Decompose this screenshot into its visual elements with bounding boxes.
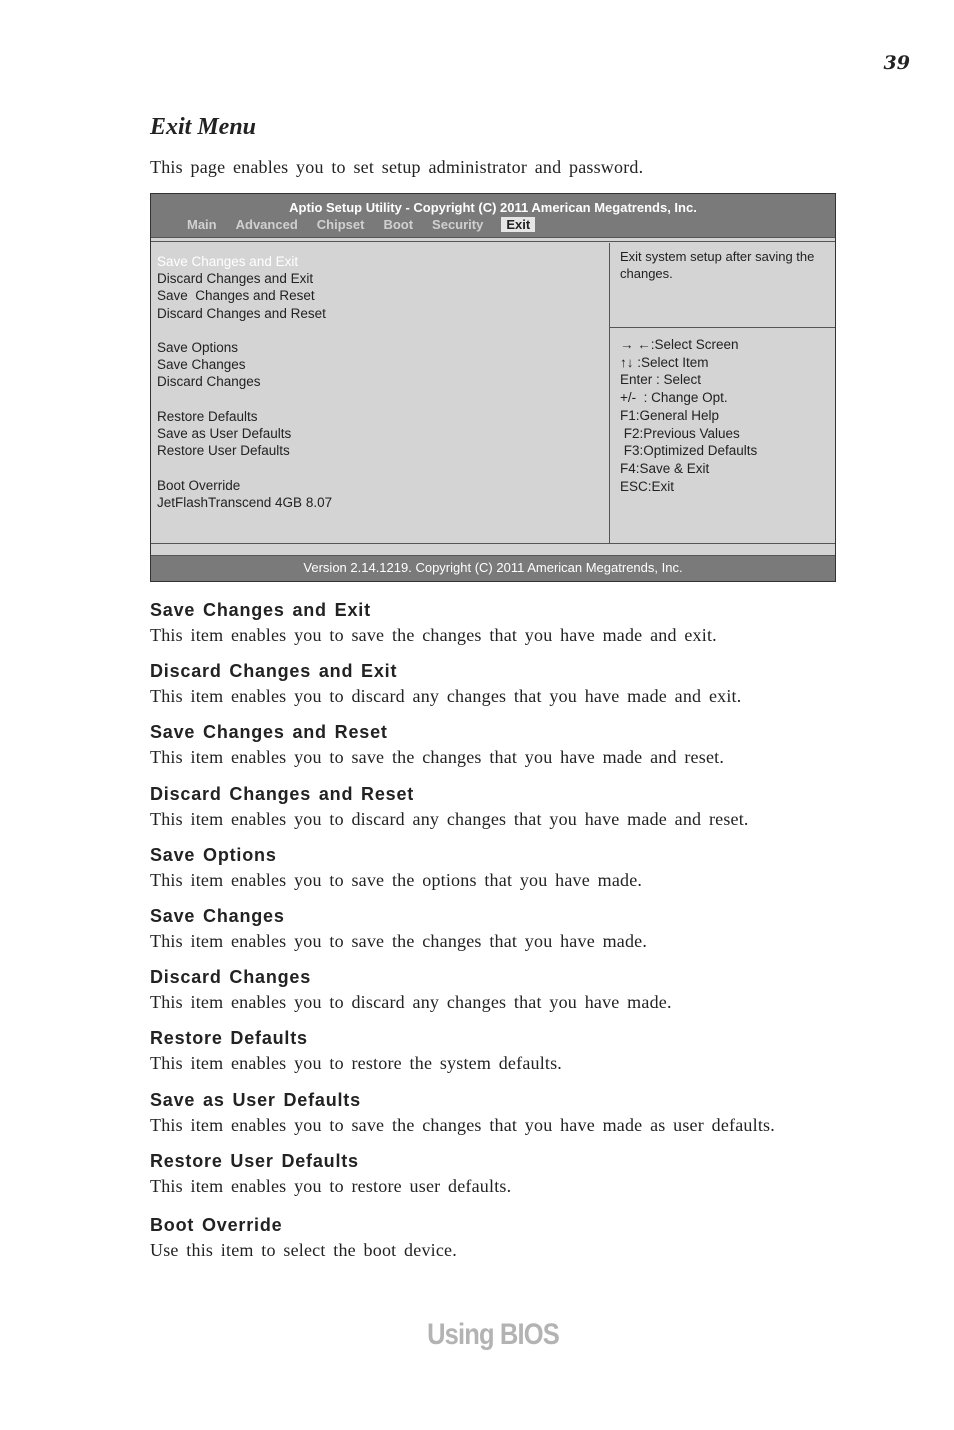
desc-heading: Save as User Defaults	[150, 1089, 361, 1110]
tab-exit[interactable]: Exit	[501, 217, 535, 232]
bios-title: Aptio Setup Utility - Copyright (C) 2011 American Megatrends, Inc.	[289, 200, 697, 215]
intro-text: This page enables you to set setup administrator and password.	[150, 157, 644, 177]
desc-text: This item enables you to restore user defaults.	[150, 1175, 512, 1196]
desc-item-save-changes-and-reset	[150, 722, 830, 783]
desc-item-discard-changes	[150, 967, 830, 1028]
menu-item-save-options[interactable]: Save Options	[157, 340, 239, 355]
key-hint: +/- : Change Opt.	[620, 390, 728, 406]
tab-chipset[interactable]: Chipset	[316, 217, 365, 232]
tab-main[interactable]: Main	[187, 217, 217, 232]
menu-group-gap	[157, 322, 332, 339]
desc-text: This item enables you to discard any changes that you have made and reset.	[150, 808, 749, 829]
key-hint: F1:General Help	[620, 407, 720, 423]
desc-text: This item enables you to discard any changes that you have made and exit.	[150, 686, 742, 707]
desc-heading: Save Changes and Exit	[150, 600, 371, 620]
menu-item-save-changes-and-exit[interactable]: Save Changes and Exit	[157, 254, 299, 269]
bios-bottom-divider	[151, 543, 835, 555]
desc-text: This item enables you to save the changes that you have made.	[150, 930, 648, 951]
desc-heading: Restore Defaults	[150, 1028, 308, 1049]
menu-group-gap	[157, 391, 332, 408]
desc-item-boot-override	[150, 1215, 830, 1276]
menu-item-boot-override[interactable]: Boot Override	[157, 477, 241, 493]
desc-text: This item enables you to save the options that you have made.	[150, 869, 643, 890]
desc-heading: Save Options	[150, 844, 277, 865]
bios-footer: Version 2.14.1219. Copyright (C) 2011 American Megatrends, Inc.	[151, 555, 835, 581]
menu-item-restore-user-defaults[interactable]: Restore User Defaults	[157, 443, 290, 459]
menu-item-discard-changes-and-reset[interactable]: Discard Changes and Reset	[157, 305, 326, 321]
tab-security[interactable]: Security	[432, 217, 484, 232]
bios-key-legend	[620, 336, 757, 495]
desc-item-discard-changes-and-exit	[150, 661, 830, 722]
desc-item-save-as-user-defaults	[150, 1090, 830, 1151]
menu-item-save-changes[interactable]: Save Changes	[157, 357, 246, 373]
menu-item-restore-defaults[interactable]: Restore Defaults	[157, 408, 258, 424]
desc-text: This item enables you to save the changes that you have made as user defaults.	[150, 1114, 775, 1135]
desc-heading: Discard Changes	[150, 967, 312, 988]
menu-item-save-as-user-defaults[interactable]: Save as User Defaults	[157, 426, 292, 441]
desc-item-restore-user-defaults	[150, 1151, 830, 1212]
tab-advanced[interactable]: Advanced	[235, 217, 298, 232]
page-number: 39	[883, 52, 910, 74]
bios-header	[151, 194, 835, 237]
key-hint: F4:Save & Exit	[620, 460, 710, 476]
menu-item-discard-changes[interactable]: Discard Changes	[157, 374, 261, 390]
desc-item-save-options	[150, 845, 830, 906]
key-hint: → ←:Select Screen	[620, 337, 739, 352]
bios-help-text: Exit system setup after saving the changes.	[620, 249, 815, 281]
menu-group-gap	[157, 459, 332, 476]
desc-item-save-changes-and-exit	[150, 600, 830, 661]
menu-item-save-changes-and-reset[interactable]: Save Changes and Reset	[157, 288, 315, 304]
desc-item-save-changes	[150, 906, 830, 967]
bios-tab-bar	[186, 217, 552, 232]
bios-help-box	[610, 243, 835, 328]
key-hint: F2:Previous Values	[620, 425, 740, 441]
bios-menu-list	[157, 253, 332, 511]
key-hint: F3:Optimized Defaults	[620, 443, 758, 459]
desc-heading: Boot Override	[150, 1214, 283, 1235]
key-hint: Enter : Select	[620, 372, 702, 388]
desc-heading: Discard Changes and Reset	[150, 783, 415, 804]
descriptions-list	[150, 600, 830, 1276]
desc-text: This item enables you to save the changes that you have made and reset.	[150, 747, 725, 768]
desc-text: Use this item to select the boot device.	[150, 1239, 457, 1260]
section-title: Exit Menu	[150, 114, 257, 140]
desc-heading: Restore User Defaults	[150, 1150, 359, 1171]
desc-heading: Discard Changes and Exit	[150, 661, 398, 682]
desc-heading: Save Changes and Reset	[150, 722, 388, 743]
bios-help-panel	[610, 243, 835, 543]
bios-menu-panel	[151, 243, 610, 543]
desc-item-restore-defaults	[150, 1028, 830, 1089]
tab-boot[interactable]: Boot	[383, 217, 414, 232]
footer-title: Using BIOS	[427, 1318, 559, 1351]
desc-item-discard-changes-and-reset	[150, 784, 830, 845]
bios-header-divider	[151, 237, 835, 242]
key-hint: ESC:Exit	[620, 478, 675, 494]
desc-text: This item enables you to restore the system defaults.	[150, 1053, 563, 1074]
bios-screenshot	[150, 193, 836, 582]
key-hint: ↑↓ :Select Item	[620, 354, 709, 370]
menu-item-discard-changes-and-exit[interactable]: Discard Changes and Exit	[157, 271, 314, 287]
menu-item-jetflashtranscend-4gb-8-07[interactable]: JetFlashTranscend 4GB 8.07	[157, 494, 333, 510]
desc-text: This item enables you to discard any changes that you have made.	[150, 992, 672, 1013]
desc-heading: Save Changes	[150, 905, 285, 926]
desc-text: This item enables you to save the changes that you have made and exit.	[150, 625, 717, 645]
